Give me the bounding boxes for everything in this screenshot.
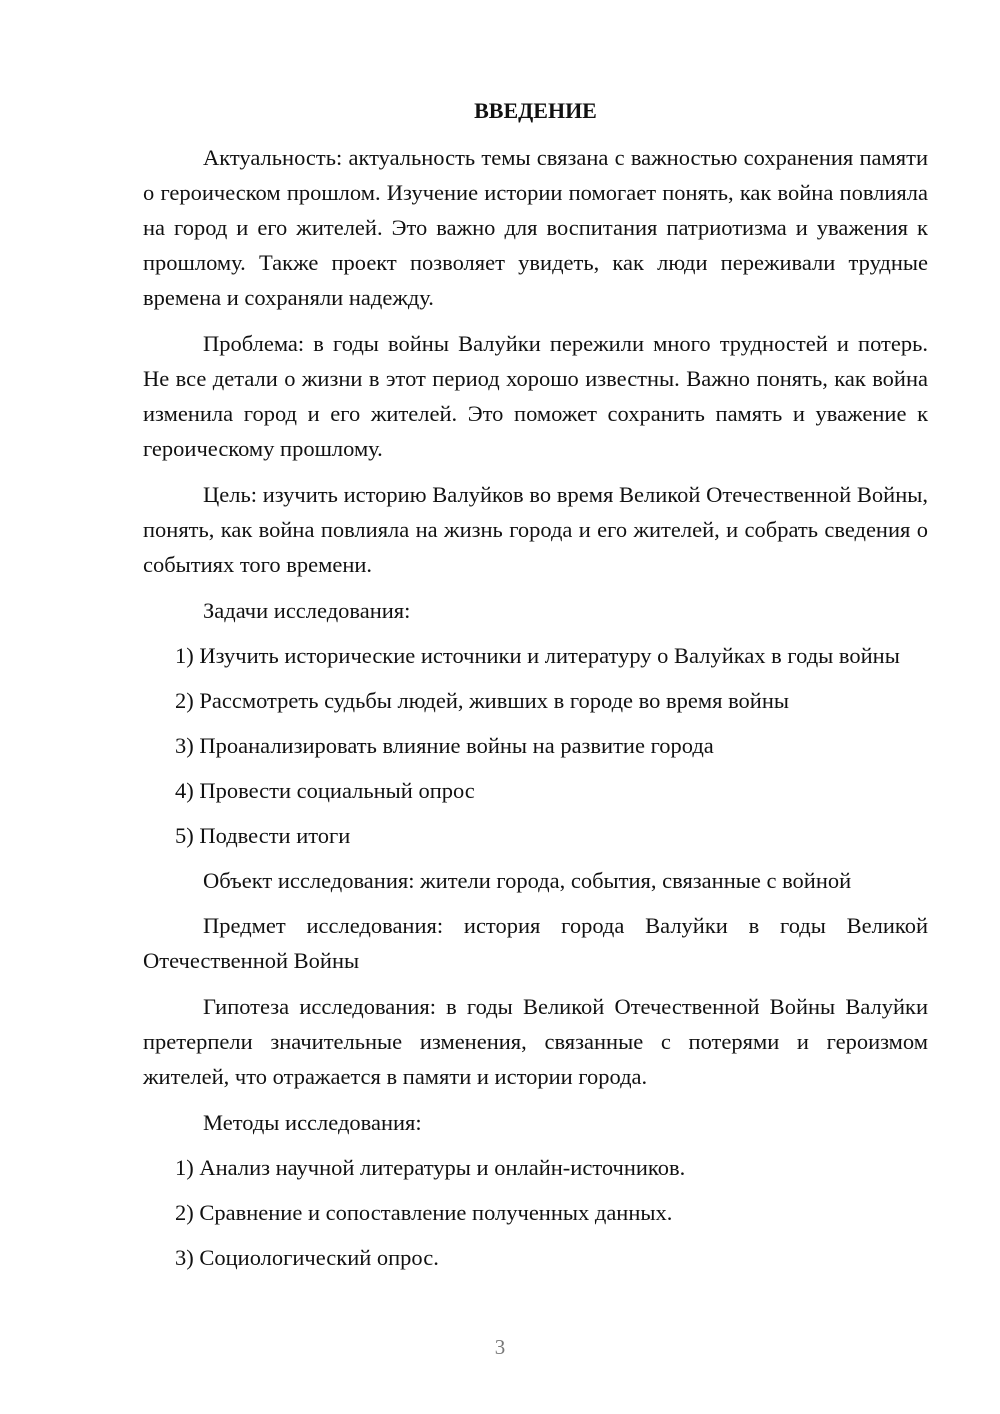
task-item-4: 4) Провести социальный опрос [175, 778, 475, 803]
problem-paragraph: Проблема: в годы войны Валуйки пережили много трудностей и потерь. Не все детали о жизни в этот период хорошо известны. Важно понять, как война изменила город и его жителей. Это поможет сохранить память и уважение к героическому прошлому. [143, 331, 928, 461]
hypothesis-paragraph: Гипотеза исследования: в годы Великой Отечественной Войны Валуйки претерпели значительные изменения, связанные с потерями и героизмом жителей, что отражается в памяти и истории города. [143, 994, 928, 1089]
method-item-1: 1) Анализ научной литературы и онлайн-источников. [175, 1155, 686, 1180]
goal-paragraph: Цель: изучить историю Валуйков во время Великой Отечественной Войны, понять, как война повлияла на жизнь города и его жителей, и собрать сведения о событиях того времени. [143, 482, 928, 577]
task-item-1: 1) Изучить исторические источники и литературу о Валуйках в годы войны [175, 643, 900, 668]
task-item-5: 5) Подвести итоги [175, 823, 351, 848]
task-item-3: 3) Проанализировать влияние войны на развитие города [175, 733, 714, 758]
page-number: 3 [494, 1335, 506, 1359]
page-content [143, 96, 928, 1285]
page-title: ВВЕДЕНИЕ [474, 98, 597, 123]
method-item-3: 3) Социологический опрос. [175, 1245, 439, 1270]
tasks-heading: Задачи исследования: [203, 598, 411, 623]
method-item-2: 2) Сравнение и сопоставление полученных данных. [175, 1200, 673, 1225]
task-item-2: 2) Рассмотреть судьбы людей, живших в городе во время войны [175, 688, 790, 713]
relevance-paragraph: Актуальность: актуальность темы связана с важностью сохранения памяти о героическом прошлом. Изучение истории помогает понять, как война повлияла на город и его жителей. Это важно для воспитания патриотизма и уважения к прошлому. Также проект позволяет увидеть, как люди переживали трудные времена и сохраняли надежду. [143, 145, 928, 310]
subject-paragraph: Предмет исследования: история города Валуйки в годы Великой Отечественной Войны [143, 913, 928, 973]
object-paragraph: Объект исследования: жители города, события, связанные с войной [203, 868, 852, 893]
methods-heading: Методы исследования: [203, 1110, 422, 1135]
